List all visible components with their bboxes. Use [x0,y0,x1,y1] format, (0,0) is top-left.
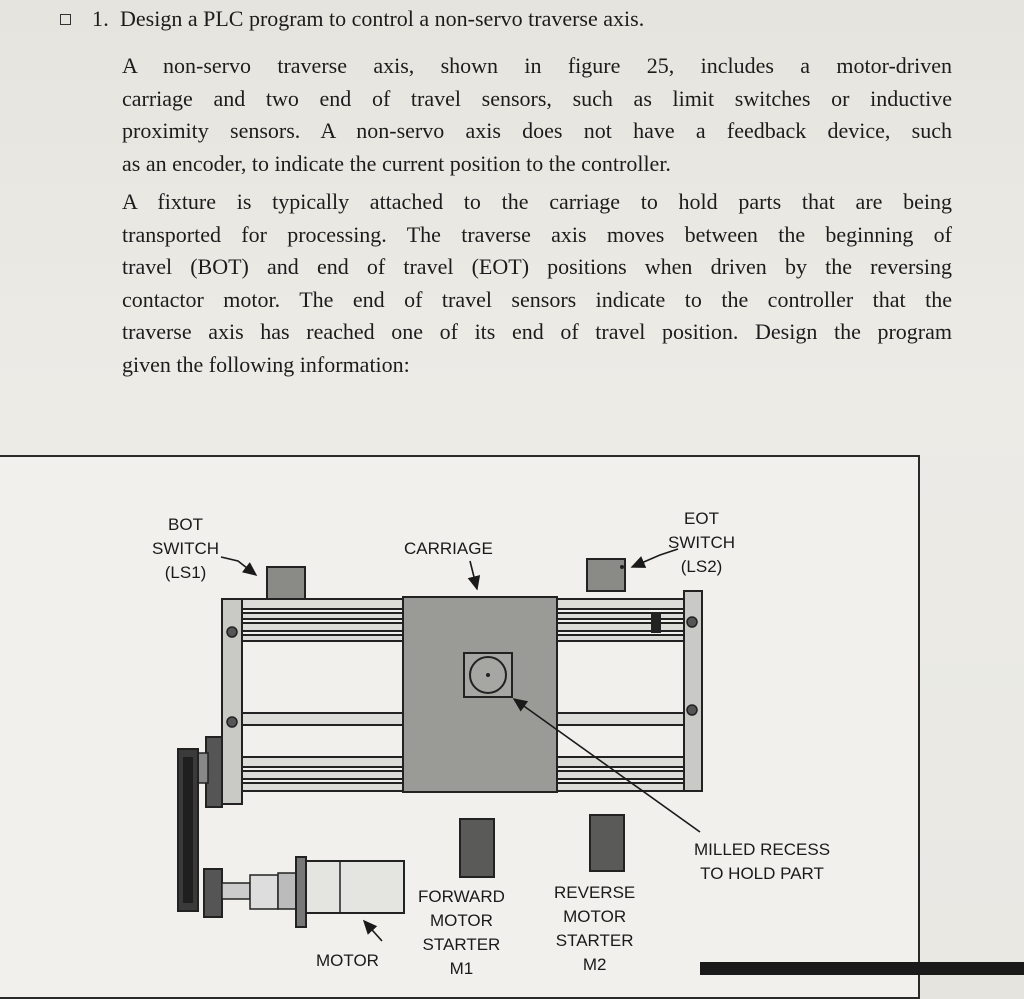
bot-switch-label: BOT SWITCH (LS1) [152,515,220,582]
paragraph-2-line: traverse axis has reached one of its end of travel position. Design the program [122,319,952,344]
reverse-starter-body [590,815,624,871]
ls2-actuator [651,613,661,633]
milled-recess-label: MILLED RECESS TO HOLD PART [694,840,831,883]
motor-label: MOTOR [316,951,379,970]
motor-leader-arrow [364,921,382,941]
bot-switch-body [267,567,305,599]
traverse-axis-figure [0,455,920,999]
motor-body [306,861,404,913]
paragraph-2-line: transported for processing. The traverse axis moves between the beginning of [122,221,952,247]
screen-edge-bar [700,962,1024,975]
eot-switch-body [587,559,625,591]
forward-starter-body [460,819,494,877]
paragraph-2-line: A fixture is typically attached to the carriage to hold parts that are being [122,189,952,214]
paragraph-1-line: proximity sensors. A non-servo axis does not have a feedback device, such [122,118,952,143]
paragraph-1-line: as an encoder, to indicate the current position to the controller. [122,150,671,176]
reverse-starter-label: REVERSE MOTOR STARTER M2 [554,883,636,974]
bot-leader-arrow [221,557,256,575]
question-number: 1. [92,6,109,31]
paragraph-2-line: contactor motor. The end of travel sensors indicate to the controller that the [122,286,952,312]
paragraph-1-line: carriage and two end of travel sensors, such as limit switches or inductive [122,85,952,111]
question-title: Design a PLC program to control a non-servo traverse axis. [120,6,645,31]
paragraph-2-line: travel (BOT) and end of travel (EOT) positions when driven by the reversing [122,254,952,279]
paragraph-2 [122,186,952,381]
question-checkbox[interactable] [60,14,71,25]
paragraph-1 [122,50,952,180]
paragraph-1-line: A non-servo traverse axis, shown in figure 25, includes a motor-driven [122,53,952,78]
carriage-leader-arrow [470,561,477,589]
eot-switch-label: EOT SWITCH (LS2) [668,509,736,576]
paragraph-2-line: given the following information: [122,351,410,377]
carriage-label: CARRIAGE [404,539,493,558]
forward-starter-label: FORWARD MOTOR STARTER M1 [418,887,505,978]
